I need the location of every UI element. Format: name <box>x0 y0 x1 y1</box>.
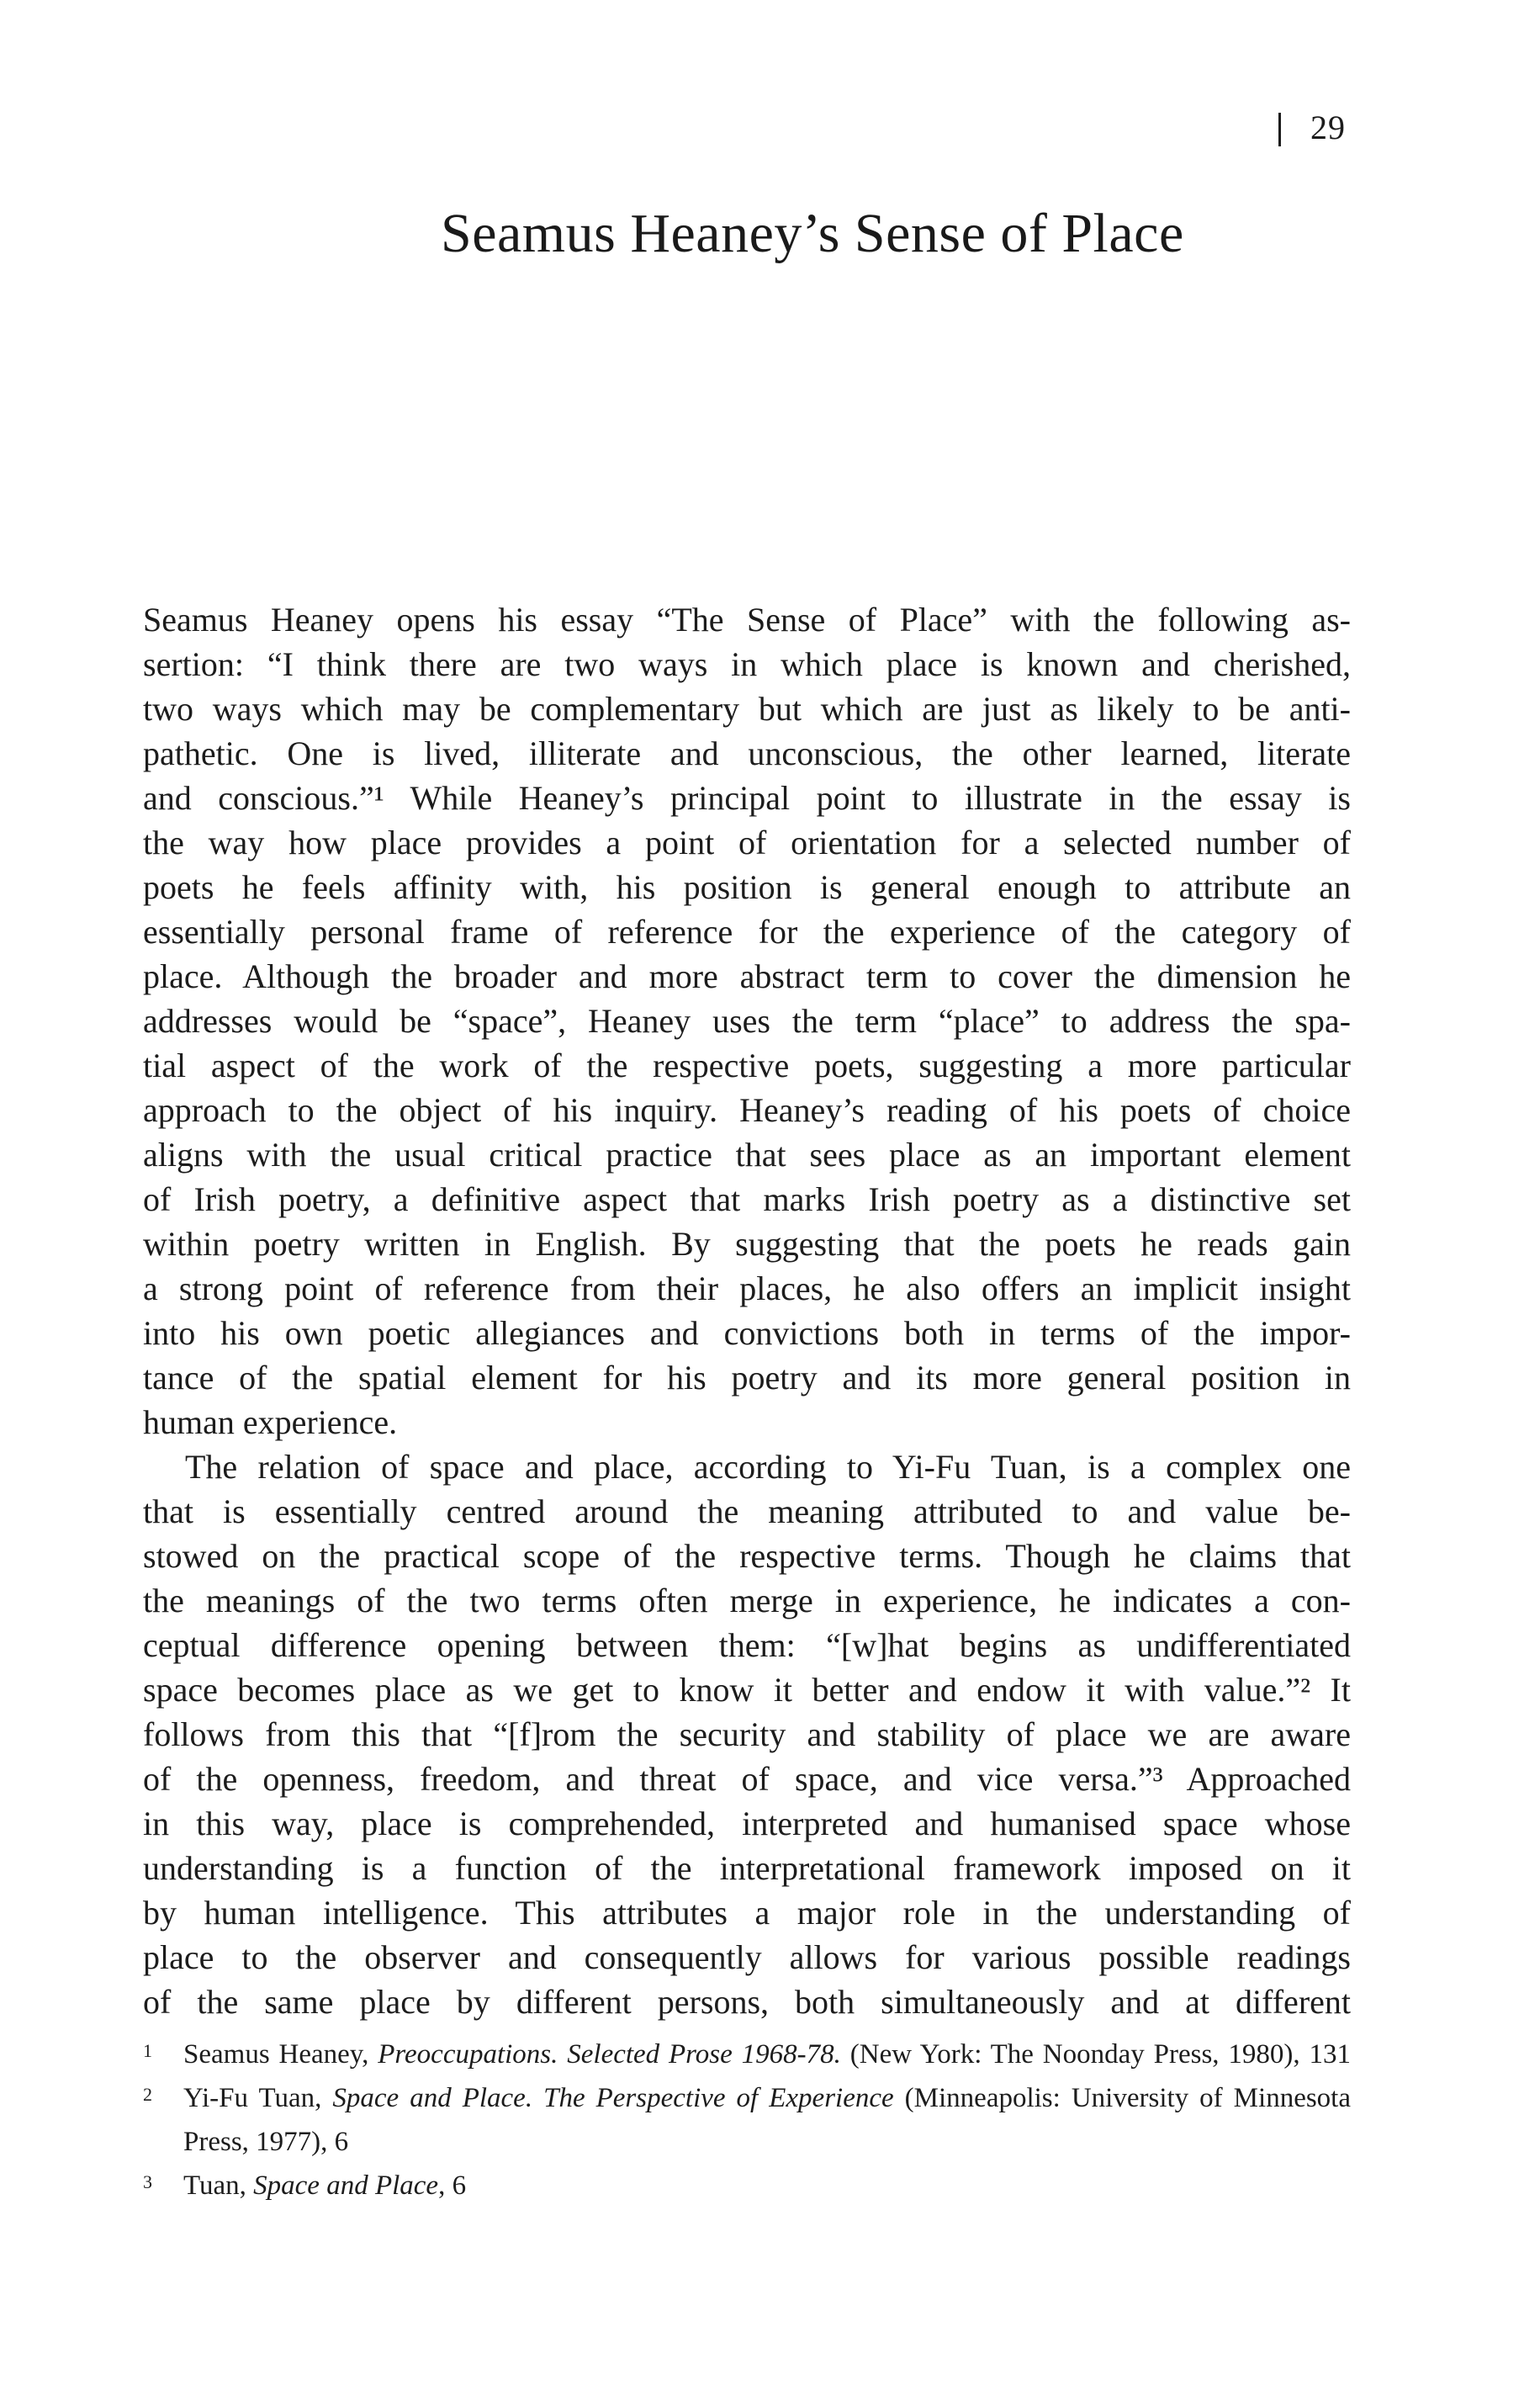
body-line: that is essentially centred around the meaning attributed to and value be- <box>143 1492 1351 1530</box>
body-line: pathetic. One is lived, illiterate and unconscious, the other learned, literate <box>143 734 1351 772</box>
body-line: follows from this that “[f]rom the security and stability of place we are aware <box>143 1715 1351 1753</box>
footnote <box>143 2164 1351 2207</box>
footnote-segment: Press, 1977), 6 <box>183 2127 349 2157</box>
body-line: aligns with the usual critical practice that sees place as an important element <box>143 1136 1351 1174</box>
body-line: space becomes place as we get to know it better and endow it with value.”² It <box>143 1671 1351 1709</box>
footnote-line <box>183 2076 1351 2120</box>
body-line: place to the observer and consequently allows for various possible readings <box>143 1938 1351 1976</box>
footnote-segment: Tuan, <box>183 2170 254 2201</box>
footnote-number: 2 <box>143 2084 152 2105</box>
footnote-segment: Space and Place. The Perspective of Experience <box>332 2083 894 2113</box>
body-line: of Irish poetry, a definitive aspect that marks Irish poetry as a distinctive set <box>143 1180 1351 1218</box>
body-line: and conscious.”¹ While Heaney’s principal point to illustrate in the essay is <box>143 779 1351 817</box>
footnote-content <box>183 2076 1351 2164</box>
body-line: the way how place provides a point of orientation for a selected number of <box>143 824 1351 861</box>
body-line: understanding is a function of the interpretational framework imposed on it <box>143 1849 1351 1887</box>
body-line: a strong point of reference from their places, he also offers an implicit insight <box>143 1269 1351 1307</box>
body-line: tance of the spatial element for his poetry and its more general position in <box>143 1359 1351 1397</box>
footnote-line <box>183 2120 1351 2164</box>
body-text <box>143 597 1351 2024</box>
footnote-content <box>183 2164 1351 2207</box>
body-line: human experience. <box>143 1403 398 1441</box>
body-line: in this way, place is comprehended, interpreted and humanised space whose <box>143 1805 1351 1842</box>
body-line: place. Although the broader and more abstract term to cover the dimension he <box>143 957 1351 995</box>
page-number: 29 <box>1310 109 1346 146</box>
body-line: approach to the object of his inquiry. Heaney’s reading of his poets of choice <box>143 1091 1351 1129</box>
footnote-segment: Seamus Heaney, <box>183 2039 378 2070</box>
footnote-segment: (Minneapolis: University of Minnesota <box>893 2083 1352 2113</box>
footnote <box>143 2033 1351 2076</box>
footnote-segment: , 6 <box>438 2170 467 2201</box>
footnotes <box>143 2033 1351 2207</box>
footnote-segment: (New York: The Noonday Press, 1980), 131 <box>840 2039 1351 2070</box>
body-line: ceptual difference opening between them: “[w]hat begins as undifferentiated <box>143 1626 1351 1664</box>
body-line: of the same place by different persons, both simultaneously and at different <box>143 1983 1351 2021</box>
body-line: the meanings of the two terms often merge in experience, he indicates a con- <box>143 1582 1351 1619</box>
chapter-title: Seamus Heaney’s Sense of Place <box>441 203 1184 264</box>
footnote-number: 3 <box>143 2171 152 2192</box>
body-line: addresses would be “space”, Heaney uses the term “place” to address the spa- <box>143 1002 1351 1040</box>
footnote <box>143 2076 1351 2164</box>
body-line: essentially personal frame of reference for the experience of the category of <box>143 913 1351 951</box>
body-line: within poetry written in English. By suggesting that the poets he reads gain <box>143 1225 1351 1263</box>
body-line: tial aspect of the work of the respective poets, suggesting a more particular <box>143 1047 1351 1084</box>
body-line: sertion: “I think there are two ways in which place is known and cherished, <box>143 645 1351 683</box>
footnote-line <box>183 2164 1351 2207</box>
body-line: by human intelligence. This attributes a major role in the understanding of <box>143 1894 1351 1932</box>
footnote-segment: Space and Place <box>253 2170 439 2201</box>
page-header <box>1278 108 1354 148</box>
footnote-segment: Yi-Fu Tuan, <box>183 2083 333 2113</box>
footnote-number: 1 <box>143 2040 152 2061</box>
body-line: Seamus Heaney opens his essay “The Sense of Place” with the following as- <box>143 601 1351 639</box>
footnote-segment: Preoccupations. Selected Prose 1968-78. <box>378 2039 841 2070</box>
body-line: of the openness, freedom, and threat of space, and vice versa.”³ Approached <box>143 1760 1351 1798</box>
page-number-separator <box>1278 113 1281 146</box>
body-line: two ways which may be complementary but which are just as likely to be anti- <box>143 690 1351 728</box>
footnote-content <box>183 2033 1351 2076</box>
footnote-line <box>183 2033 1351 2076</box>
body-line: stowed on the practical scope of the respective terms. Though he claims that <box>143 1537 1351 1575</box>
body-line: The relation of space and place, according to Yi-Fu Tuan, is a complex one <box>185 1448 1351 1486</box>
body-line: into his own poetic allegiances and convictions both in terms of the impor- <box>143 1314 1351 1352</box>
body-line: poets he feels affinity with, his position is general enough to attribute an <box>143 868 1351 906</box>
